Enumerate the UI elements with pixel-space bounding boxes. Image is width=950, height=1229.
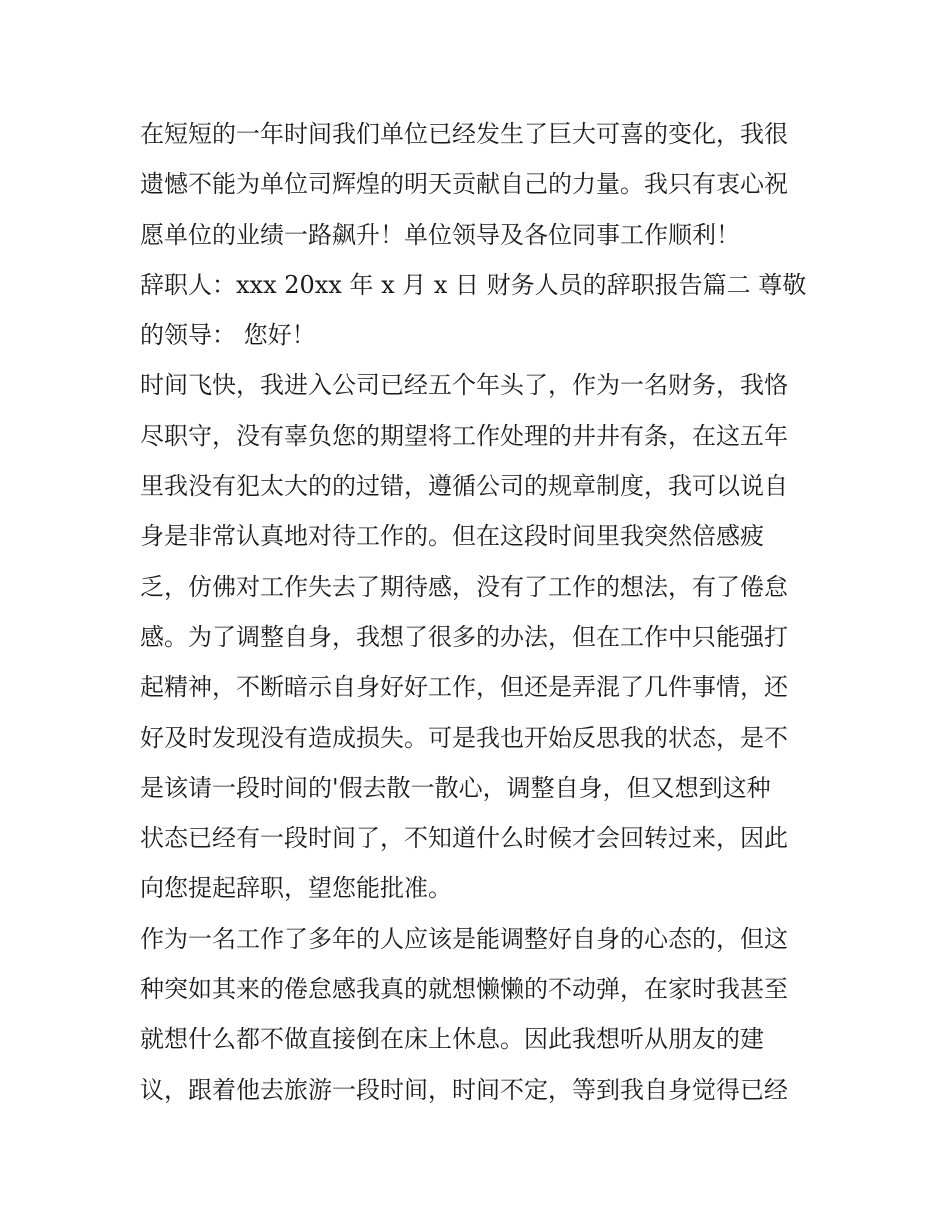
text-line: 时间飞快，我进入公司已经五个年头了，作为一名财务，我恪 (140, 371, 788, 400)
text-line: 好及时发现没有造成损失。可是我也开始反思我的状态，是不 (140, 723, 788, 752)
text-line: 向您提起辞职，望您能批准。 (140, 874, 452, 903)
text-line: 作为一名工作了多年的人应该是能调整好自身的心态的，但这 (140, 924, 788, 953)
text-line: 议，跟着他去旅游一段时间，时间不定，等到我自身觉得已经 (140, 1075, 788, 1104)
text-line: 遗憾不能为单位司辉煌的明天贡献自己的力量。我只有衷心祝 (140, 170, 788, 199)
text-line: 在短短的一年时间我们单位已经发生了巨大可喜的变化，我很 (140, 120, 788, 148)
text-line: 身是非常认真地对待工作的。但在这段时间里我突然倍感疲 (140, 522, 764, 551)
text-line: 的领导： 您好！ (140, 321, 316, 350)
text-line: 乏，仿佛对工作失去了期待感，没有了工作的想法，有了倦怠 (140, 572, 788, 601)
text-line: 里我没有犯太大的的过错，遵循公司的规章制度，我可以说自 (140, 472, 788, 501)
text-line: 就想什么都不做直接倒在床上休息。因此我想听从朋友的建 (140, 1025, 764, 1054)
text-line: 尽职守，没有辜负您的期望将工作处理的井井有条，在这五年 (140, 421, 788, 450)
text-line: 感。为了调整自身，我想了很多的办法，但在工作中只能强打 (140, 622, 788, 651)
document-body (140, 109, 820, 1115)
text-line: 辞职人：xxx 20xx 年 x 月 x 日 财务人员的辞职报告篇二 尊敬 (140, 270, 807, 299)
text-line: 种突如其来的倦怠感我真的就想懒懒的不动弹，在家时我甚至 (140, 975, 788, 1004)
text-line: 状态已经有一段时间了，不知道什么时候才会回转过来，因此 (140, 824, 788, 853)
text-line: 愿单位的业绩一路飙升！单位领导及各位同事工作顺利！ (140, 220, 740, 249)
text-line: 起精神，不断暗示自身好好工作，但还是弄混了几件事情，还 (140, 673, 788, 702)
text-line: 是该请一段时间的'假去散一散心，调整自身，但又想到这种 (140, 773, 771, 802)
